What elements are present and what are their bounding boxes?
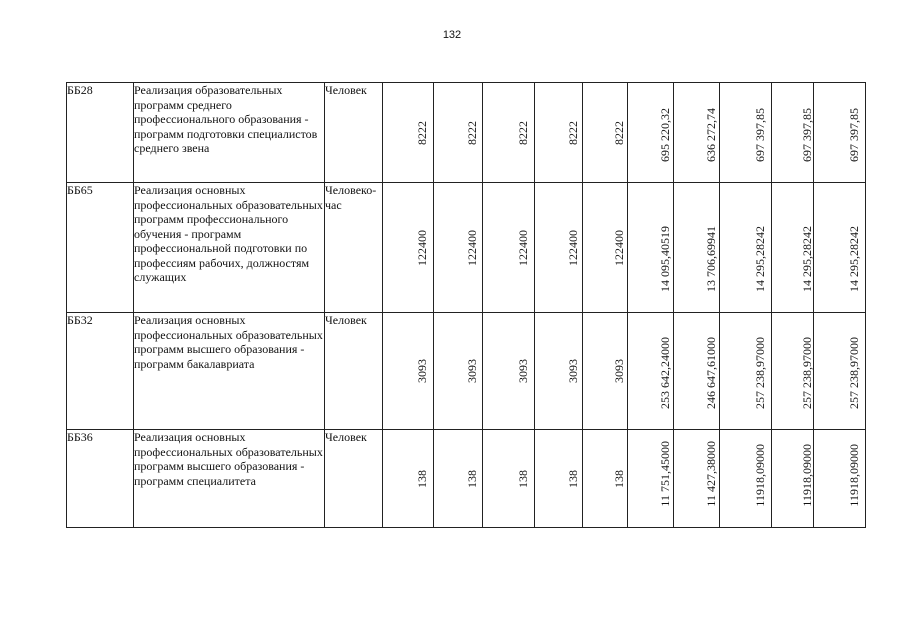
service-description: Реализация основных профессиональных образовательных программ высшего образования - программ бакалавриата xyxy=(134,313,325,430)
amount-value: 246 647,61000 xyxy=(703,337,718,409)
table-row xyxy=(67,83,866,183)
service-code: ББ65 xyxy=(67,183,134,313)
count-value: 8222 xyxy=(465,120,479,145)
amount-cell xyxy=(772,430,814,528)
count-value: 3093 xyxy=(515,359,530,383)
count-value: 122400 xyxy=(565,229,580,266)
amount-value: 11 427,38000 xyxy=(703,441,718,507)
amount-cell xyxy=(772,83,814,183)
service-description: Реализация основных профессиональных образовательных программ высшего образования - программ специалитета xyxy=(134,430,325,528)
unit-of-measure: Человек xyxy=(325,83,383,183)
count-value: 3093 xyxy=(612,359,626,383)
count-value: 122400 xyxy=(612,229,626,266)
table-row xyxy=(67,183,866,313)
amount-value: 636 272,74 xyxy=(703,108,718,162)
count-cell xyxy=(434,313,483,430)
service-description: Реализация образовательных программ среднего профессионального образования - программ подготовки специалистов среднего звена xyxy=(134,83,325,183)
count-value: 138 xyxy=(565,469,580,488)
count-cell xyxy=(383,183,434,313)
amount-value: 11918,09000 xyxy=(846,444,861,507)
amount-cell xyxy=(674,183,720,313)
count-cell xyxy=(434,430,483,528)
amount-value: 13 706,69941 xyxy=(703,226,718,292)
count-cell xyxy=(383,430,434,528)
unit-of-measure: Человек xyxy=(325,430,383,528)
amount-value: 14 295,28242 xyxy=(846,226,861,292)
service-description: Реализация основных профессиональных образовательных программ профессионального обучения - программ профессиональной подготовки по профессиям рабочих, должностям служащих xyxy=(134,183,325,313)
count-value: 8222 xyxy=(565,120,580,145)
count-value: 122400 xyxy=(465,229,479,266)
amount-cell xyxy=(628,83,674,183)
amount-cell xyxy=(772,183,814,313)
budget-table xyxy=(66,82,866,528)
amount-cell xyxy=(628,313,674,430)
amount-cell xyxy=(674,430,720,528)
count-value: 138 xyxy=(612,469,626,488)
amount-value: 697 397,85 xyxy=(752,108,767,162)
amount-value: 697 397,85 xyxy=(846,108,861,162)
count-cell xyxy=(483,430,535,528)
count-value: 3093 xyxy=(415,359,429,383)
amount-cell xyxy=(772,313,814,430)
count-cell xyxy=(583,183,628,313)
count-cell xyxy=(535,430,583,528)
unit-of-measure: Человек xyxy=(325,313,383,430)
count-cell xyxy=(535,183,583,313)
amount-value: 11918,09000 xyxy=(799,444,814,507)
table-row xyxy=(67,430,866,528)
count-value: 3093 xyxy=(465,359,479,383)
amount-value: 697 397,85 xyxy=(799,108,814,162)
amount-cell xyxy=(674,313,720,430)
amount-cell xyxy=(720,430,772,528)
amount-value: 695 220,32 xyxy=(657,108,672,162)
count-cell xyxy=(583,83,628,183)
amount-cell xyxy=(674,83,720,183)
amount-value: 14 295,28242 xyxy=(799,226,814,292)
amount-value: 11 751,45000 xyxy=(657,441,672,507)
count-value: 8222 xyxy=(415,120,429,145)
count-value: 8222 xyxy=(612,120,626,145)
amount-cell xyxy=(814,183,866,313)
count-cell xyxy=(535,83,583,183)
count-cell xyxy=(483,313,535,430)
amount-cell xyxy=(628,183,674,313)
unit-of-measure: Человеко-час xyxy=(325,183,383,313)
count-value: 122400 xyxy=(515,229,530,266)
count-cell xyxy=(535,313,583,430)
amount-cell xyxy=(720,83,772,183)
count-value: 138 xyxy=(515,469,530,488)
count-value: 8222 xyxy=(515,120,530,145)
amount-value: 257 238,97000 xyxy=(799,337,814,409)
amount-value: 14 095,40519 xyxy=(657,226,672,292)
amount-value: 257 238,97000 xyxy=(752,337,767,409)
amount-value: 253 642,24000 xyxy=(657,337,672,409)
amount-value: 14 295,28242 xyxy=(752,226,767,292)
count-value: 3093 xyxy=(565,359,580,383)
count-cell xyxy=(383,313,434,430)
service-code: ББ32 xyxy=(67,313,134,430)
count-value: 122400 xyxy=(415,229,429,266)
amount-cell xyxy=(720,183,772,313)
count-value: 138 xyxy=(415,469,429,488)
count-cell xyxy=(583,430,628,528)
page-number: 132 xyxy=(442,29,462,41)
count-cell xyxy=(383,83,434,183)
count-cell xyxy=(483,183,535,313)
amount-cell xyxy=(814,313,866,430)
amount-value: 257 238,97000 xyxy=(846,337,861,409)
table-row xyxy=(67,313,866,430)
amount-cell xyxy=(814,83,866,183)
amount-value: 11918,09000 xyxy=(752,444,767,507)
count-value: 138 xyxy=(465,469,479,488)
service-code: ББ36 xyxy=(67,430,134,528)
amount-cell xyxy=(814,430,866,528)
count-cell xyxy=(483,83,535,183)
count-cell xyxy=(434,183,483,313)
amount-cell xyxy=(628,430,674,528)
amount-cell xyxy=(720,313,772,430)
count-cell xyxy=(434,83,483,183)
service-code: ББ28 xyxy=(67,83,134,183)
count-cell xyxy=(583,313,628,430)
